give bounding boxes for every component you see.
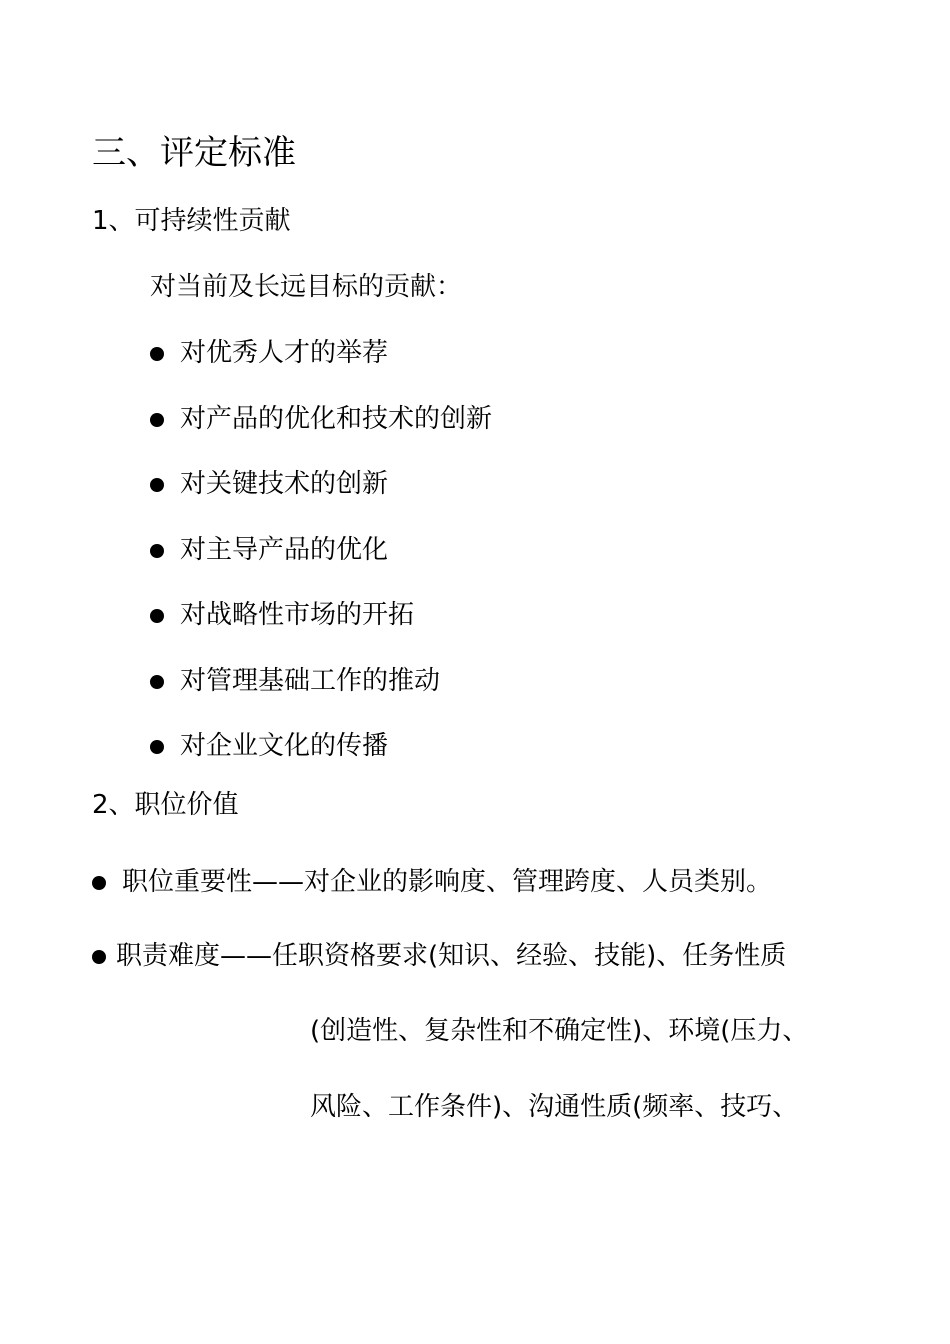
position-importance-text: 职位重要性——对企业的影响度、管理跨度、人员类别。 bbox=[122, 867, 773, 897]
duty-difficulty-line: (创造性、复杂性和不确定性)、环境(压力、 bbox=[310, 1016, 809, 1046]
list-item-text: 对战略性市场的开拓 bbox=[180, 600, 415, 630]
bullet-icon bbox=[92, 876, 106, 890]
sustainable-intro: 对当前及长远目标的贡献： bbox=[150, 272, 463, 302]
section-title: 三、评定标准 bbox=[92, 133, 296, 173]
bullet-icon bbox=[150, 347, 164, 361]
bullet-icon bbox=[150, 478, 164, 492]
bullet-icon bbox=[150, 609, 164, 623]
list-item-text: 对关键技术的创新 bbox=[180, 469, 389, 499]
list-item-text: 对企业文化的传播 bbox=[180, 731, 389, 761]
list-item-text: 对主导产品的优化 bbox=[180, 535, 389, 565]
duty-difficulty-line: 职责难度——任职资格要求(知识、经验、技能)、任务性质 bbox=[116, 941, 787, 971]
bullet-icon bbox=[150, 675, 164, 689]
list-item-text: 对优秀人才的举荐 bbox=[180, 338, 389, 368]
list-item-text: 对产品的优化和技术的创新 bbox=[180, 404, 493, 434]
heading-position-value: 2、职位价值 bbox=[92, 790, 239, 820]
bullet-icon bbox=[150, 740, 164, 754]
bullet-icon bbox=[92, 950, 106, 964]
list-item-text: 对管理基础工作的推动 bbox=[180, 666, 441, 696]
heading-sustainable-contribution: 1、可持续性贡献 bbox=[92, 206, 291, 236]
bullet-icon bbox=[150, 544, 164, 558]
bullet-icon bbox=[150, 413, 164, 427]
duty-difficulty-line: 风险、工作条件)、沟通性质(频率、技巧、 bbox=[310, 1092, 799, 1122]
